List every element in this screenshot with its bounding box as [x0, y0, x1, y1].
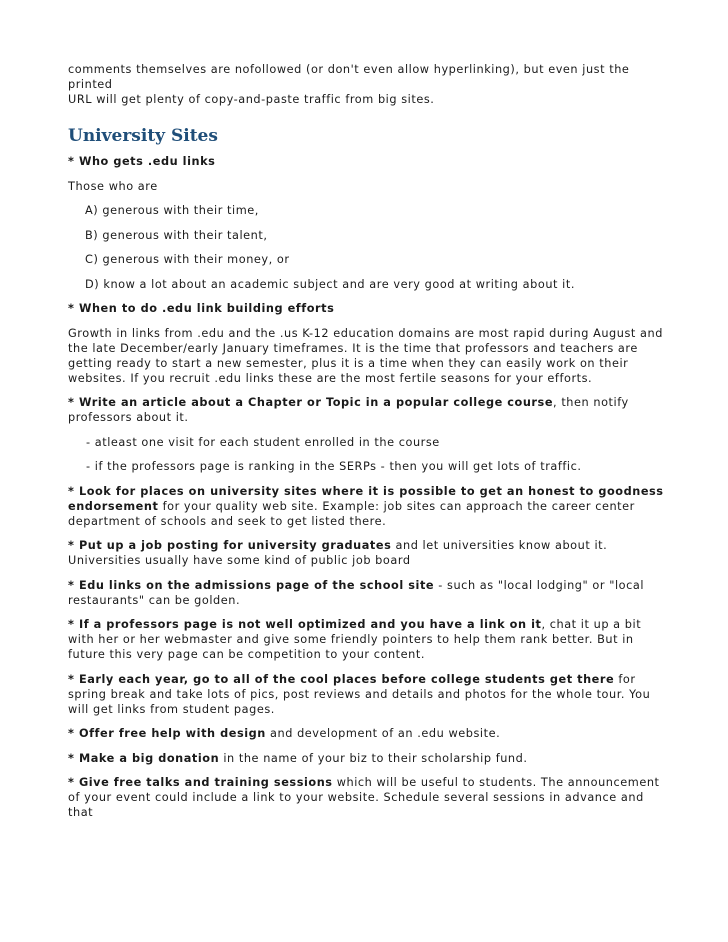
tip-text: which will be useful to students. The announcement of your event could include a link to your website. Schedule several sessions in advance and that: [68, 776, 660, 819]
list-item: A) generous with their time,: [85, 204, 259, 217]
tip-text: - such as "local lodging" or "local restaurants" can be golden.: [68, 578, 645, 607]
list-item: D) know a lot about an academic subject and are very good at writing about it.: [85, 277, 575, 291]
tip-text: for your quality web site. Example: job sites can approach the career center department of schools and seek to get listed there.: [68, 499, 635, 528]
tip-bold: * Look for places on university sites where it is possible to get an honest to goodness endorsement: [68, 484, 664, 513]
list-item: - atleast one visit for each student enrolled in the course: [86, 435, 440, 449]
tip-text: for spring break and take lots of pics, post reviews and details and photos for the whole tour. You will get links from student pages.: [68, 672, 651, 716]
intro-line-2: URL will get plenty of copy-and-paste traffic from big sites.: [68, 93, 435, 106]
document-page: [68, 62, 668, 830]
who-lead: Those who are: [68, 179, 158, 193]
tip-bold: * Put up a job posting for university graduates: [68, 539, 392, 552]
tip-bold: * Make a big donation: [68, 751, 220, 765]
tip-bold: * Write an article about a Chapter or Topic in a popular college course: [68, 396, 554, 409]
tip-paragraph: [68, 751, 668, 766]
tip-paragraph: [68, 578, 668, 608]
tip-paragraph: [68, 672, 668, 717]
tip-bold: * Edu links on the admissions page of the school site: [68, 578, 435, 592]
tip-bold: * Early each year, go to all of the cool places before college students get there: [68, 672, 615, 686]
list-item: C) generous with their money, or: [85, 253, 290, 266]
tip-text: in the name of your biz to their scholarship fund.: [219, 751, 528, 765]
tip-text: , chat it up a bit with her or her webmaster and give some friendly pointers to help them rank better. But in future this very page can be competition to your content.: [68, 618, 642, 661]
tip-paragraph: [68, 538, 668, 568]
when-heading: * When to do .edu link building efforts: [68, 302, 335, 315]
when-body: Growth in links from .edu and the .us K-12 education domains are most rapid during August and the late December/early January timeframes. It is the time that professors and teachers are getting ready to start a new semester, plus it is a time when they can easily work on their websites. If you recruit .edu links these are the most fertile seasons for your efforts.: [68, 326, 663, 385]
section-title: University Sites: [68, 126, 218, 146]
tip-text: , then notify professors about it.: [68, 396, 629, 424]
intro-paragraph: [68, 62, 668, 107]
tip-text: and let universities know about it. Universities usually have some kind of public job board: [68, 539, 608, 567]
tip-bold: * If a professors page is not well optimized and you have a link on it: [68, 618, 542, 631]
tip-text: and development of an .edu website.: [265, 727, 501, 740]
tip-paragraph: [68, 484, 668, 529]
who-heading: * Who gets .edu links: [68, 155, 216, 168]
intro-line-1: comments themselves are nofollowed (or don't even allow hyperlinking), but even just the printed: [68, 63, 630, 91]
list-item: B) generous with their talent,: [85, 228, 268, 242]
tip-bold: * Offer free help with design: [68, 727, 266, 740]
tip-paragraph: [68, 617, 668, 662]
tip-paragraph: [68, 726, 668, 741]
tip-paragraph: [68, 775, 668, 820]
list-item: - if the professors page is ranking in the SERPs - then you will get lots of traffic.: [86, 460, 582, 473]
article-tip: [68, 395, 668, 425]
tip-bold: * Give free talks and training sessions: [68, 776, 333, 789]
